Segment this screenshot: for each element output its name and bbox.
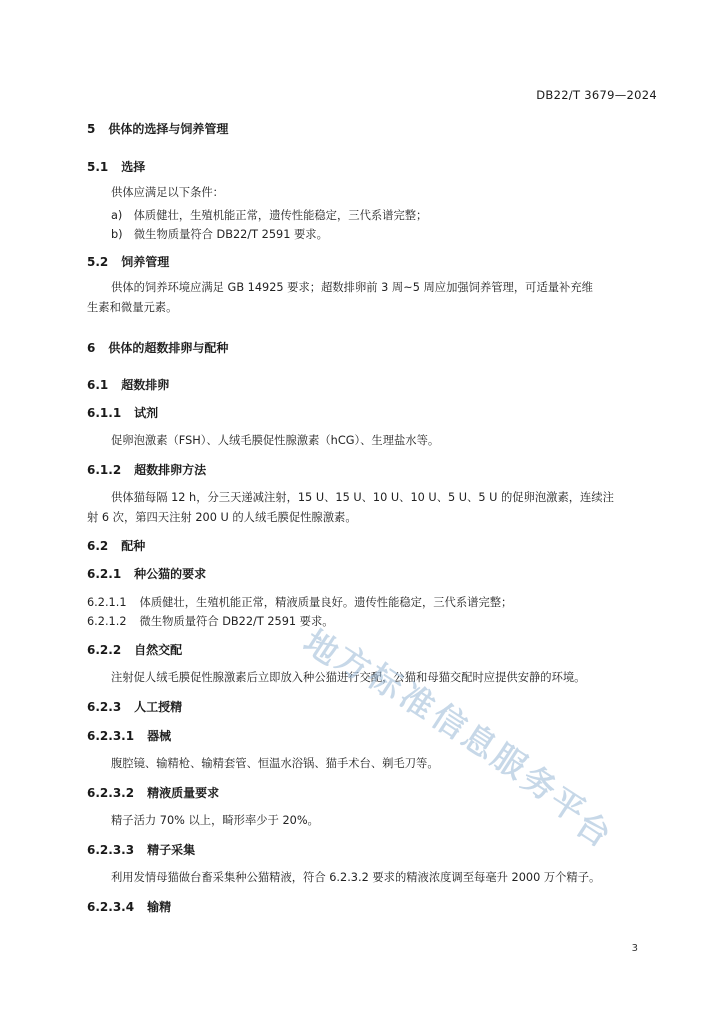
section-6-1-heading — [87, 376, 169, 393]
section-title: 超数排卵方法 — [134, 463, 207, 477]
section-number: 6 — [87, 341, 96, 355]
paragraph: 注射促人绒毛膜促性腺激素后立即放入种公猫进行交配，公猫和母猫交配时应提供安静的环境。 — [111, 671, 586, 684]
clause-text: 体质健壮，生殖机能正常，精液质量良好。遗传性能稳定，三代系谱完整； — [139, 596, 513, 609]
section-6-2-3-1-heading — [87, 727, 171, 744]
section-number: 6.1 — [87, 378, 109, 392]
section-title: 精液质量要求 — [147, 786, 220, 800]
section-5-heading — [87, 120, 228, 137]
section-6-2-1-heading — [87, 565, 206, 582]
watermark-char: 方 — [328, 637, 378, 689]
section-5-2-heading — [87, 253, 169, 270]
section-6-2-2-heading — [87, 641, 182, 658]
watermark-char: 平 — [542, 779, 592, 831]
paragraph: 促卵泡激素（FSH）、人绒毛膜促性腺激素（hCG）、生理盐水等。 — [111, 434, 440, 447]
section-6-2-3-4-heading — [87, 898, 171, 915]
paragraph-line: 射 6 次，第四天注射 200 U 的人绒毛膜促性腺激素。 — [87, 511, 357, 524]
section-5-1-heading — [87, 158, 145, 175]
section-6-2-3-2-heading — [87, 784, 219, 801]
section-6-heading — [87, 339, 228, 356]
section-6-2-heading — [87, 537, 145, 554]
section-title: 配种 — [121, 539, 146, 553]
paragraph-line: 供体的饲养环境应满足 GB 14925 要求；超数排卵前 3 周~5 周应加强饲养管理，可适量补充维 — [111, 281, 593, 294]
clause-text: 微生物质量符合 DB22/T 2591 要求。 — [139, 615, 334, 628]
section-number: 6.1.1 — [87, 406, 122, 420]
paragraph: 供体应满足以下条件： — [111, 186, 224, 199]
section-title: 自然交配 — [134, 643, 183, 657]
section-number: 5.1 — [87, 160, 109, 174]
paragraph: 腹腔镜、输精枪、输精套管、恒温水浴锅、猫手术台、剃毛刀等。 — [111, 757, 439, 770]
section-6-2-3-3-heading — [87, 841, 195, 858]
section-number: 6.2 — [87, 539, 109, 553]
section-title: 输精 — [147, 900, 172, 914]
section-title: 种公猫的要求 — [134, 567, 207, 581]
page-number: 3 — [631, 943, 638, 954]
clause-number: 6.2.1.1 — [87, 596, 127, 609]
section-6-2-3-heading — [87, 698, 182, 715]
section-number: 6.2.3.2 — [87, 786, 135, 800]
clause-6-2-1-1 — [87, 594, 512, 610]
paragraph: 精子活力 70% 以上，畸形率少于 20%。 — [111, 814, 319, 827]
section-title: 供体的选择与饲养管理 — [108, 122, 229, 136]
section-title: 选择 — [121, 160, 146, 174]
watermark-char: 信 — [424, 695, 474, 747]
section-title: 人工授精 — [134, 700, 183, 714]
watermark-char: 台 — [568, 803, 618, 855]
paragraph-line: 供体猫每隔 12 h，分三天递减注射，15 U、15 U、10 U、10 U、5 U、5 U 的促卵泡激素，连续注 — [111, 491, 614, 504]
section-number: 6.2.3.1 — [87, 729, 135, 743]
section-6-1-1-heading — [87, 404, 158, 421]
paragraph-line: 生素和微量元素。 — [87, 301, 178, 314]
section-number: 5 — [87, 122, 96, 136]
watermark-char: 息 — [454, 715, 504, 767]
watermark-char: 准 — [392, 675, 442, 727]
section-title: 超数排卵 — [121, 378, 170, 392]
section-title: 饲养管理 — [121, 255, 170, 269]
section-title: 器械 — [147, 729, 172, 743]
watermark-char: 地 — [296, 621, 346, 673]
watermark-char: 服 — [484, 735, 534, 787]
section-number: 6.2.3 — [87, 700, 122, 714]
section-title: 精子采集 — [147, 843, 196, 857]
section-number: 6.2.1 — [87, 567, 122, 581]
list-item: a) 体质健壮，生殖机能正常，遗传性能稳定，三代系谱完整； — [111, 209, 428, 222]
paragraph: 利用发情母猫做台畜采集种公猫精液，符合 6.2.3.2 要求的精液浓度调至每毫升 2000 万个精子。 — [111, 871, 601, 884]
watermark-char: 务 — [514, 757, 564, 809]
clause-6-2-1-2 — [87, 613, 334, 629]
section-title: 试剂 — [134, 406, 159, 420]
section-title: 供体的超数排卵与配种 — [108, 341, 229, 355]
watermark-char: 标 — [360, 655, 410, 707]
section-number: 5.2 — [87, 255, 109, 269]
section-number: 6.2.2 — [87, 643, 122, 657]
section-number: 6.2.3.4 — [87, 900, 135, 914]
section-number: 6.2.3.3 — [87, 843, 135, 857]
document-code: DB22/T 3679—2024 — [536, 88, 657, 102]
list-item: b) 微生物质量符合 DB22/T 2591 要求。 — [111, 228, 328, 241]
section-number: 6.1.2 — [87, 463, 122, 477]
section-6-1-2-heading — [87, 461, 206, 478]
watermark — [296, 621, 626, 855]
clause-number: 6.2.1.2 — [87, 615, 127, 628]
